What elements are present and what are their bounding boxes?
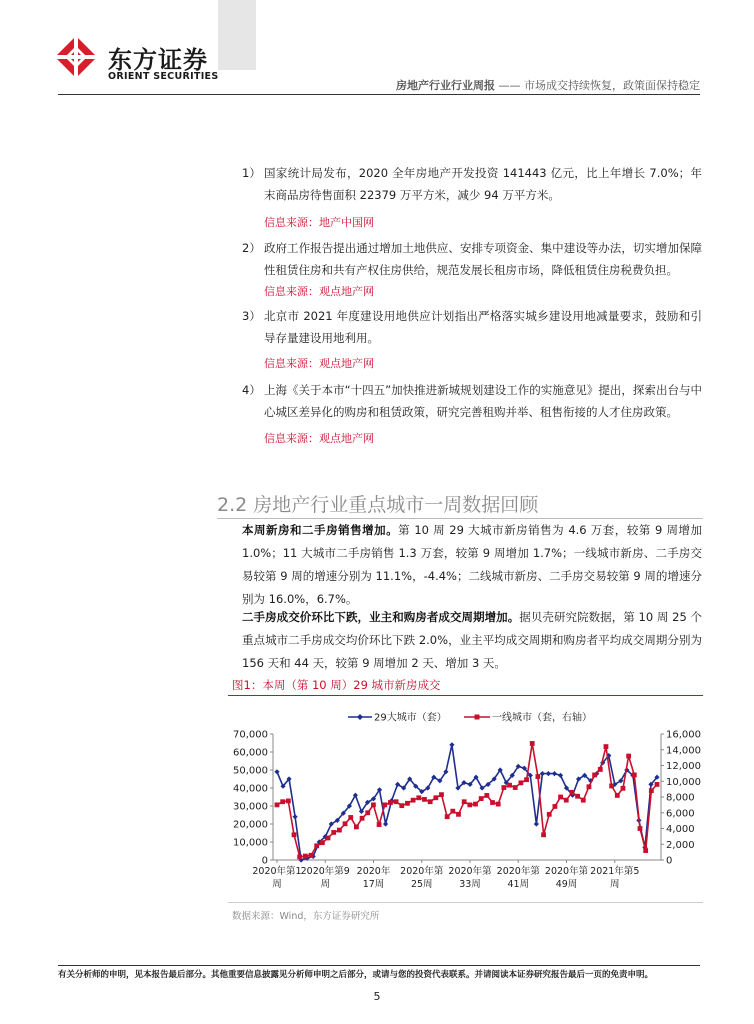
right-tick-label: 8,000 [666, 792, 695, 804]
series-tier1-line [277, 744, 657, 857]
series-tier1-point [326, 836, 331, 841]
series-tier1-point [632, 773, 637, 778]
header-divider [58, 94, 700, 95]
series-29-cities-point [558, 773, 563, 778]
series-tier1-point [484, 793, 489, 798]
x-tick-label: 17周 [362, 879, 385, 890]
series-tier1-point [433, 795, 438, 800]
right-tick-label: 6,000 [666, 808, 695, 820]
series-tier1-point [439, 792, 444, 797]
left-tick-label: 0 [261, 855, 268, 867]
series-29-cities-point [449, 742, 454, 747]
series-tier1-point [575, 794, 580, 799]
news-item-1: 1） 国家统计局发布，2020 全年房地产开发投资 141443 亿元，比上年增长 7.0%；年末商品房待售面积 22379 万平方米，减少 94 万平方米。 [242, 162, 702, 206]
news-item-3: 3） 北京市 2021 年度建设用地供应计划指出严格落实城乡建设用地减量要求，鼓励和引导存量建设用地利用。 [242, 305, 702, 349]
series-tier1-point [377, 822, 382, 827]
news-item-text: 国家统计局发布，2020 全年房地产开发投资 141443 亿元，比上年增长 7.0%；年末商品房待售面积 22379 万平方米，减少 94 万平方米。 [264, 166, 702, 202]
series-tier1-point [405, 801, 410, 806]
series-29-cities-point [383, 821, 388, 826]
logo-chinese-name: 东方证券 [108, 46, 208, 74]
footer-disclaimer: 有关分析师的申明，见本报告最后部分。其他重要信息披露见分析师申明之后部分，或请与您的投资代表联系。并请阅读本证券研究报告最后一页的免责申明。 [58, 970, 654, 980]
series-tier1-point [649, 788, 654, 793]
series-tier1-point [399, 803, 404, 808]
series-tier1-point [365, 810, 370, 815]
series-tier1-point [643, 848, 648, 853]
series-tier1-point [518, 780, 523, 785]
figure-bottom-rule [228, 902, 703, 903]
x-tick-label: 2020年第9 [300, 866, 350, 877]
series-tier1-point [445, 814, 450, 819]
series-tier1-point [456, 812, 461, 817]
series-tier1-point [496, 802, 501, 807]
news-item-source: 信息来源：观点地产网 [264, 432, 374, 445]
series-tier1-point [507, 783, 512, 788]
left-tick-label: 60,000 [233, 747, 268, 759]
legend-label-29-cities: 29大城市（套） [374, 712, 447, 724]
series-29-cities-point [540, 771, 545, 776]
series-tier1-point [626, 754, 631, 759]
series-tier1-point [530, 741, 535, 746]
series-29-cities-point [274, 769, 279, 774]
x-tick-label: 25周 [410, 879, 433, 890]
right-tick-label: 2,000 [666, 839, 695, 851]
left-tick-label: 50,000 [233, 765, 268, 777]
series-tier1-point [309, 853, 314, 858]
header-decor-bar [218, 0, 256, 70]
legend-label-tier1: 一线城市（套，右轴） [492, 712, 592, 724]
series-29-cities-point [292, 814, 297, 819]
series-tier1-point [292, 832, 297, 837]
left-tick-label: 20,000 [233, 819, 268, 831]
x-tick-label: 2020年第1 [252, 866, 302, 877]
right-tick-label: 0 [666, 855, 673, 867]
paragraph-sales: 本周新房和二手房销售增加。第 10 周 29 大城市新房销售为 4.6 万套，较第 9 周增加 1.0%；11 大城市二手房销售 1.3 万套，较第 9 周增加 1.7%；一线城市新房、二手房交易较第 9 周的增速分别为 11.1%，-4.4%；二线城市新房、二手房交易较第 9 周的增速分别为 16.0%，6.7%。 [242, 523, 703, 606]
series-tier1-point [587, 784, 592, 789]
series-tier1-point [462, 799, 467, 804]
series-tier1-point [411, 798, 416, 803]
series-tier1-point [428, 799, 433, 804]
series-tier1-point [592, 773, 597, 778]
right-tick-label: 12,000 [666, 761, 701, 772]
x-tick-label: 33周 [459, 879, 481, 890]
series-tier1-point [388, 800, 393, 805]
series-tier1-point [581, 798, 586, 803]
x-tick-label: 2021年第5 [590, 866, 640, 877]
series-tier1-point [314, 843, 319, 848]
series-tier1-point [547, 812, 552, 817]
series-tier1-point [354, 825, 359, 830]
series-tier1-point [553, 804, 558, 809]
news-item-2: 2） 政府工作报告提出通过增加土地供应、安排专项资金、集中建设等办法，切实增加保障性租赁住房和共有产权住房供给，规范发展长租房市场，降低租赁住房税费负担。 [242, 237, 702, 281]
x-tick-label: 2020年第 [448, 866, 492, 877]
x-tick-label: 41周 [507, 879, 530, 890]
series-tier1-point [382, 802, 387, 807]
section-title: 2.2 房地产行业重点城市一周数据回顾 [217, 494, 539, 516]
series-tier1-point [490, 800, 495, 805]
x-tick-label: 2020年第 [496, 866, 540, 877]
news-item-source: 信息来源：地产中国网 [264, 216, 374, 229]
series-tier1-point [416, 795, 421, 800]
left-tick-label: 40,000 [233, 783, 268, 795]
series-tier1-point [615, 793, 620, 798]
x-tick-label: 周 [320, 879, 331, 890]
news-item-source: 信息来源：观点地产网 [264, 357, 374, 370]
left-tick-label: 30,000 [233, 801, 268, 813]
series-29-cities-point [534, 821, 539, 826]
legend-marker-tier1 [475, 715, 480, 720]
paragraph-prices: 二手房成交价环比下跌，业主和购房者成交周期增加。据贝壳研究院数据，第 10 周 25 个重点城市二手房成交均价环比下跌 2.0%，业主平均成交周期和购房者平均成交周期分别为 156 天和 44 天，较第 9 周增加 2 天、增加 3 天。 [242, 610, 702, 670]
left-tick-label: 10,000 [233, 837, 268, 849]
series-tier1-point [280, 799, 285, 804]
series-tier1-point [621, 786, 626, 791]
series-tier1-point [286, 799, 291, 804]
news-item-4: 4） 上海《关于本市“十四五”加快推进新城规划建设工作的实施意见》提出，探索出台与中心城区差异化的购房和租赁政策，研究完善租购并举、租售衔接的人才住房政策。 [242, 379, 702, 423]
page-header [0, 0, 754, 100]
figure-title-rule [228, 695, 703, 696]
series-tier1-point [275, 802, 280, 807]
series-29-cities-point [552, 771, 557, 776]
series-29-cities-point [546, 771, 551, 776]
x-tick-label: 周 [272, 879, 282, 890]
series-tier1-point [564, 798, 569, 803]
series-tier1-point [558, 795, 563, 800]
series-tier1-point [535, 774, 540, 779]
series-tier1-point [513, 785, 518, 790]
right-tick-label: 4,000 [666, 824, 695, 835]
series-tier1-point [638, 826, 643, 831]
series-tier1-point [337, 828, 342, 833]
figure-source: 数据来源：Wind，东方证券研究所 [232, 911, 380, 922]
series-tier1-point [360, 816, 365, 821]
series-tier1-point [303, 854, 308, 859]
series-tier1-point [371, 802, 376, 807]
x-tick-label: 2020年第 [400, 866, 444, 877]
news-item-text: 政府工作报告提出通过增加土地供应、安排专项资金、集中建设等办法，切实增加保障性租赁住房和共有产权住房供给，规范发展长租房市场，降低租赁住房税费负担。 [264, 241, 702, 277]
series-tier1-point [570, 790, 575, 795]
news-item-text: 北京市 2021 年度建设用地供应计划指出严格落实城乡建设用地减量要求，鼓励和引导存量建设用地利用。 [264, 309, 702, 345]
logo-english-name: ORIENT SECURITIES [108, 71, 219, 82]
series-tier1-point [331, 830, 336, 835]
figure-title: 图1：本周（第 10 周）29 城市新房成交 [232, 678, 441, 692]
x-tick-label: 49周 [555, 879, 578, 890]
right-tick-label: 16,000 [666, 729, 701, 741]
series-tier1-point [609, 784, 614, 789]
x-tick-label: 2020年 [356, 866, 391, 877]
series-tier1-point [467, 802, 472, 807]
news-item-source: 信息来源：观点地产网 [264, 285, 374, 298]
report-title: 房地产行业行业周报 —— 市场成交持续恢复，政策面保持稳定 [396, 79, 700, 92]
new-home-sales-chart [228, 700, 703, 900]
right-tick-label: 14,000 [666, 745, 701, 757]
series-tier1-point [422, 797, 427, 802]
series-tier1-point [343, 821, 348, 826]
series-tier1-point [524, 777, 529, 782]
series-tier1-point [348, 815, 353, 820]
right-tick-label: 10,000 [666, 776, 701, 788]
series-tier1-point [320, 840, 325, 845]
footer-divider [58, 965, 700, 966]
series-tier1-point [598, 767, 603, 772]
series-tier1-point [501, 785, 506, 790]
series-tier1-point [394, 799, 399, 804]
series-tier1-point [541, 832, 546, 837]
x-tick-label: 周 [610, 879, 620, 890]
page-number: 5 [373, 990, 381, 1003]
orient-logo-icon [55, 36, 97, 78]
series-tier1-point [297, 854, 302, 859]
left-tick-label: 70,000 [233, 729, 268, 741]
series-tier1-point [473, 802, 478, 807]
legend-marker-29-cities [357, 714, 363, 720]
series-tier1-point [655, 782, 660, 787]
series-tier1-point [479, 796, 484, 801]
x-tick-label: 2020年第 [544, 866, 589, 877]
series-tier1-point [450, 809, 455, 814]
series-tier1-point [604, 744, 609, 749]
news-item-text: 上海《关于本市“十四五”加快推进新城规划建设工作的实施意见》提出，探索出台与中心城区差异化的购房和租赁政策，研究完善租购并举、租售衔接的人才住房政策。 [264, 383, 702, 419]
